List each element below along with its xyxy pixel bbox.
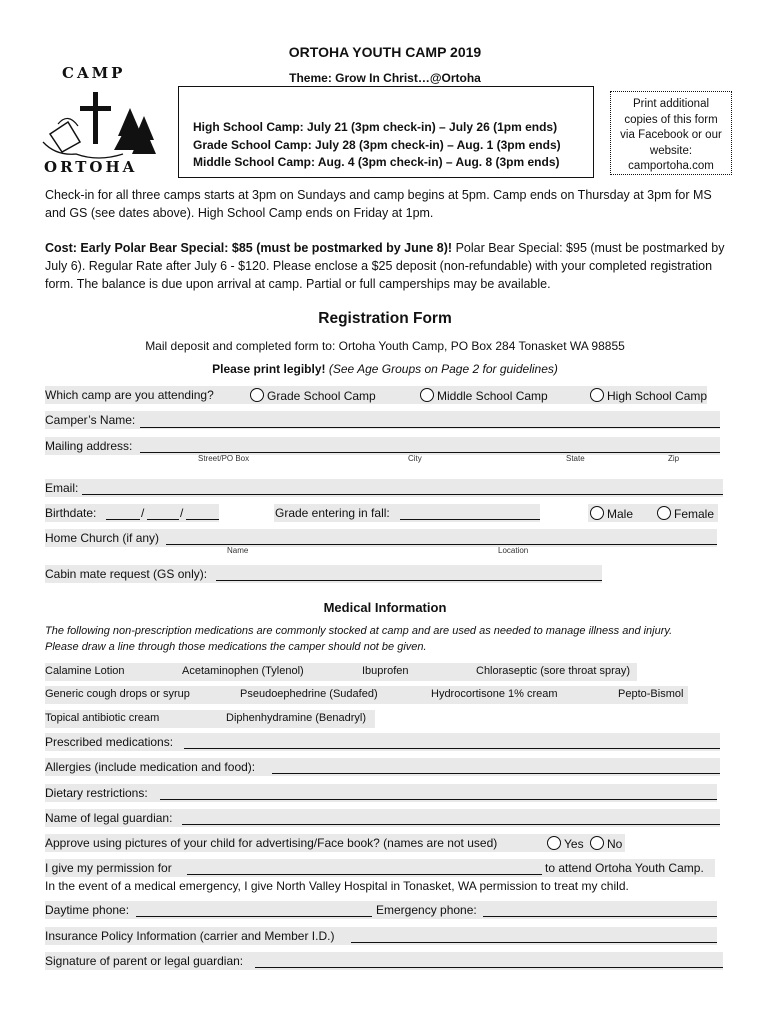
camp-logo — [38, 64, 158, 176]
med-acetaminophen[interactable]: Acetaminophen (Tylenol) — [182, 665, 304, 677]
male-option[interactable] — [590, 506, 633, 521]
state-caption: State — [566, 454, 585, 463]
logo-top-text: CAMP — [62, 64, 126, 82]
radio-circle-icon[interactable] — [250, 388, 264, 402]
home-church-field[interactable] — [166, 544, 717, 545]
permission-name-field[interactable] — [187, 874, 542, 875]
print-note-line: website: — [649, 144, 693, 157]
mail-instructions: Mail deposit and completed form to: Ortoha Youth Camp, PO Box 284 Tonasket WA 98855 — [145, 339, 625, 353]
registration-heading: Registration Form — [318, 310, 452, 327]
high-school-option[interactable] — [590, 388, 707, 403]
option-label: High School Camp — [607, 389, 708, 403]
insurance-field[interactable] — [351, 942, 717, 943]
radio-circle-icon[interactable] — [590, 506, 604, 520]
option-label: Male — [607, 507, 634, 521]
permission-label-end: to attend Ortoha Youth Camp. — [545, 861, 704, 875]
prescribed-field[interactable] — [184, 748, 720, 749]
age-groups-note: (See Age Groups on Page 2 for guidelines) — [328, 362, 558, 376]
med-hydrocortisone[interactable]: Hydrocortisone 1% cream — [431, 688, 558, 700]
grade-school-dates: Grade School Camp: July 28 (3pm check-in) – Aug. 1 (3pm ends) — [193, 138, 561, 152]
grade-school-option[interactable] — [250, 388, 376, 403]
yes-option[interactable] — [547, 836, 584, 851]
birth-day-field[interactable] — [147, 519, 179, 520]
med-chloraseptic[interactable]: Chloraseptic (sore throat spray) — [476, 665, 631, 677]
cabin-mate-label: Cabin mate request (GS only): — [45, 567, 208, 581]
page-title: ORTOHA YOUTH CAMP 2019 — [288, 44, 482, 60]
option-label: Yes — [564, 837, 584, 851]
cost-rest: Polar Bear Special: $95 (must be postmarked by July 6). Regular Rate after July 6 - $120. Please enclose a $25 deposit (non-refundable) with your completed registration form. The balance is due upon arrival at camp. Partial or full camperships may be available. — [45, 241, 725, 291]
print-legibly-bold: Please print legibly! — [212, 362, 326, 376]
grade-field[interactable] — [400, 519, 540, 520]
email-label: Email: — [45, 481, 79, 495]
option-label: No — [607, 837, 623, 851]
guardian-label: Name of legal guardian: — [45, 811, 173, 825]
med-ibuprofen[interactable]: Ibuprofen — [362, 665, 409, 677]
permission-label: I give my permission for — [45, 861, 172, 875]
med-calamine[interactable]: Calamine Lotion — [45, 665, 125, 677]
cost-bold: Cost: Early Polar Bear Special: $85 (must be postmarked by June 8)! — [45, 241, 453, 255]
option-label: Female — [674, 507, 715, 521]
med-pseudoephedrine[interactable]: Pseudoephedrine (Sudafed) — [240, 688, 378, 700]
date-separator: / — [180, 506, 184, 520]
camp-dates-box — [178, 86, 594, 178]
signature-field[interactable] — [255, 967, 723, 968]
medical-note-2: Please draw a line through those medications the camper should not be given. — [45, 641, 427, 653]
birth-year-field[interactable] — [186, 519, 219, 520]
radio-circle-icon[interactable] — [657, 506, 671, 520]
email-field[interactable] — [82, 494, 723, 495]
medical-heading: Medical Information — [323, 600, 447, 615]
print-note-line: copies of this form — [624, 113, 718, 126]
daytime-phone-field[interactable] — [136, 916, 372, 917]
emergency-consent: In the event of a medical emergency, I give North Valley Hospital in Tonasket, WA permission to treat my child. — [45, 879, 629, 893]
insurance-label: Insurance Policy Information (carrier and Member I.D.) — [45, 929, 335, 943]
street-caption: Street/PO Box — [198, 454, 250, 463]
dietary-field[interactable] — [160, 799, 717, 800]
cost-paragraph — [45, 239, 735, 293]
church-name-caption: Name — [227, 546, 249, 555]
med-antibiotic-cream[interactable]: Topical antibiotic cream — [45, 712, 160, 724]
print-note-line: via Facebook or our — [620, 129, 722, 141]
no-option[interactable] — [590, 836, 622, 851]
photo-approval-label: Approve using pictures of your child for advertising/Face book? (names are not used) — [45, 836, 498, 850]
allergies-field[interactable] — [272, 773, 720, 774]
radio-circle-icon[interactable] — [420, 388, 434, 402]
med-cough-drops[interactable]: Generic cough drops or syrup — [45, 688, 190, 700]
middle-school-option[interactable] — [420, 388, 548, 403]
radio-circle-icon[interactable] — [590, 388, 604, 402]
birthdate-label: Birthdate: — [45, 506, 97, 520]
print-copies-note — [610, 91, 732, 175]
date-separator: / — [141, 506, 145, 520]
dietary-label: Dietary restrictions: — [45, 786, 148, 800]
option-label: Middle School Camp — [437, 389, 548, 403]
option-label: Grade School Camp — [267, 389, 376, 403]
high-school-dates: High School Camp: July 21 (3pm check-in) – July 26 (1pm ends) — [193, 120, 558, 134]
camper-name-field[interactable] — [140, 427, 720, 428]
church-location-caption: Location — [498, 546, 529, 555]
med-pepto-bismol[interactable]: Pepto-Bismol — [618, 688, 684, 700]
medical-note-1: The following non-prescription medications are commonly stocked at camp and are used as needed to manage illness and injury. — [45, 625, 673, 637]
allergies-label: Allergies (include medication and food): — [45, 760, 256, 774]
emergency-phone-field[interactable] — [483, 916, 717, 917]
radio-circle-icon[interactable] — [547, 836, 561, 850]
mailing-address-field[interactable] — [140, 452, 720, 453]
middle-school-dates: Middle School Camp: Aug. 4 (3pm check-in) – Aug. 8 (3pm ends) — [193, 155, 560, 169]
cabin-mate-field[interactable] — [216, 580, 602, 581]
which-camp-label: Which camp are you attending? — [45, 388, 214, 402]
print-note-line: Print additional — [632, 98, 710, 110]
radio-circle-icon[interactable] — [590, 836, 604, 850]
zip-caption: Zip — [668, 454, 680, 463]
logo-bottom-text: ORTOHA — [44, 158, 138, 176]
birth-month-field[interactable] — [106, 519, 140, 520]
theme-text: Theme: Grow In Christ…@Ortoha — [289, 71, 481, 85]
website-link[interactable]: camportoha.com — [628, 160, 714, 172]
print-legibly — [0, 362, 770, 376]
city-caption: City — [408, 454, 422, 463]
female-option[interactable] — [657, 506, 714, 521]
signature-label: Signature of parent or legal guardian: — [45, 954, 244, 968]
checkin-paragraph: Check-in for all three camps starts at 3pm on Sundays and camp begins at 5pm. Camp ends on Thursday at 3pm for MS and GS (see dates above). High School Camp ends on Friday at 1pm. — [45, 188, 712, 220]
camper-name-label: Camper’s Name: — [45, 413, 136, 427]
prescribed-label: Prescribed medications: — [45, 735, 174, 749]
emergency-phone-label: Emergency phone: — [376, 903, 477, 917]
grade-label: Grade entering in fall: — [275, 506, 390, 520]
med-diphenhydramine[interactable]: Diphenhydramine (Benadryl) — [226, 712, 367, 724]
home-church-label: Home Church (if any) — [45, 531, 160, 545]
daytime-phone-label: Daytime phone: — [45, 903, 130, 917]
guardian-field[interactable] — [182, 824, 720, 825]
mailing-address-label: Mailing address: — [45, 439, 133, 453]
